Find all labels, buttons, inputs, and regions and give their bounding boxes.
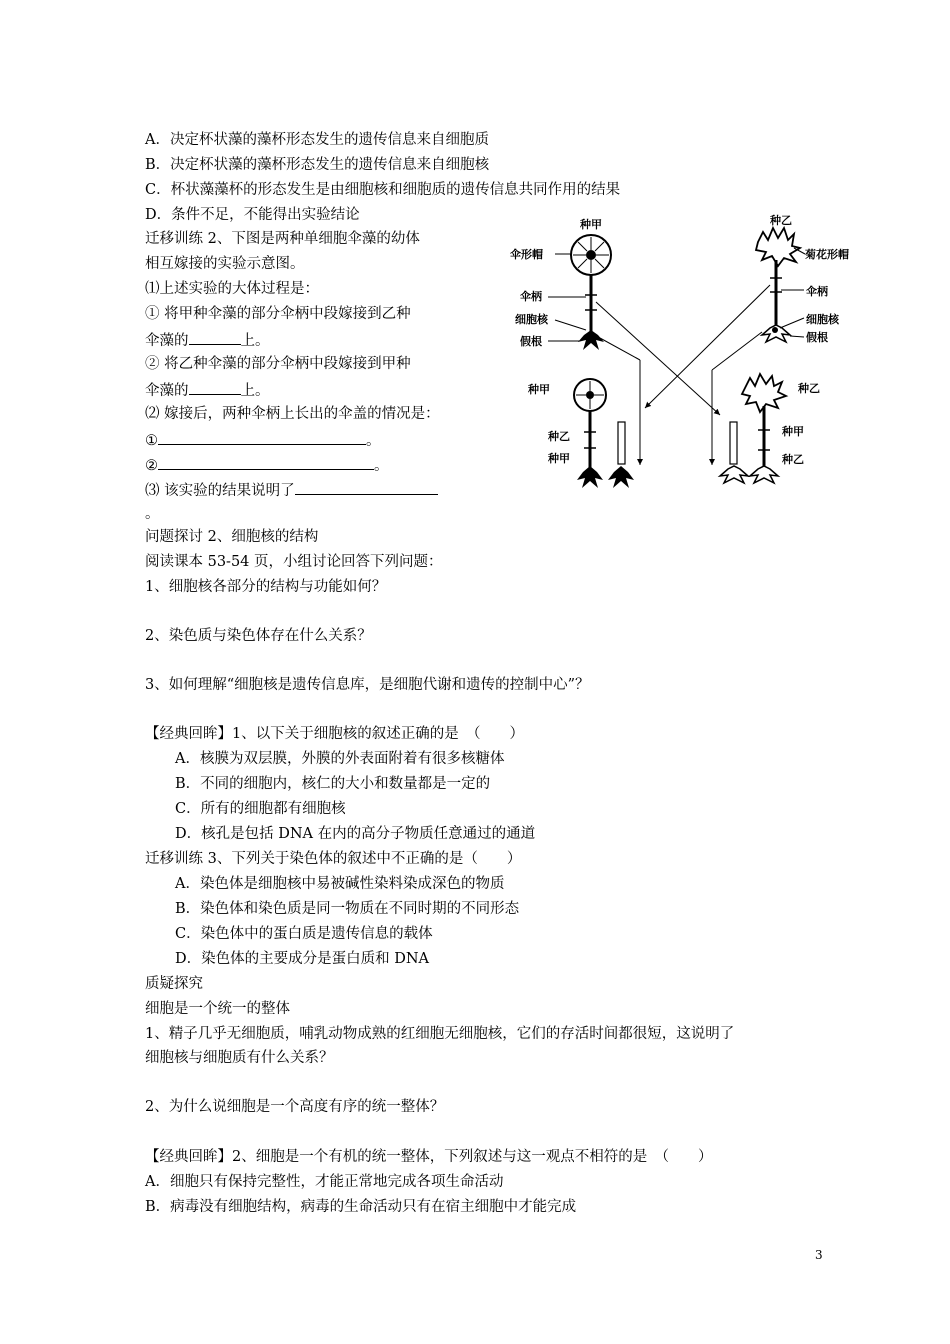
rhizoid-icon — [578, 330, 604, 350]
label-zhongyi-bottom-right: 种乙 — [798, 382, 820, 395]
step-2-blank-line — [145, 380, 270, 400]
review-question: 2、细胞是一个有机的统一整体，下列叙述与这一观点不相符的是 （ ） — [232, 1149, 713, 1165]
page-number: 3 — [815, 1248, 823, 1262]
answer-blank[interactable] — [189, 380, 241, 395]
label-rhizoid-left: 假根 — [520, 335, 542, 348]
umbrella-cap-icon — [571, 235, 611, 275]
blank-prefix: 伞藻的 — [145, 383, 189, 399]
label-zhongjia-top: 种甲 — [580, 218, 602, 231]
period: 。 — [374, 458, 389, 474]
label-zhongjia-bottom-left-2: 种甲 — [548, 452, 570, 465]
option-d: D．染色体的主要成分是蛋白质和 DNA — [175, 951, 430, 967]
stalk-segment — [730, 422, 737, 464]
period-line: 。 — [145, 506, 160, 522]
step-2: ② 将乙种伞藻的部分伞柄中段嫁接到甲种 — [145, 356, 411, 372]
label-zhongyi-bottom-right-2: 种乙 — [782, 453, 804, 466]
option-b: B．病毒没有细胞结构，病毒的生命活动只有在宿主细胞中才能完成 — [145, 1199, 577, 1215]
blank-prefix: 伞藻的 — [145, 333, 189, 349]
label-zhongyi-top: 种乙 — [770, 214, 792, 227]
question-heading: 迁移训练 2、下图是两种单细胞伞藻的幼体 — [145, 231, 420, 247]
label-nucleus-right: 细胞核 — [806, 313, 839, 326]
item-marker: ① — [145, 433, 158, 449]
review-question: 1、以下关于细胞核的叙述正确的是 （ ） — [232, 726, 524, 742]
option-d: D．条件不足，不能得出实验结论 — [145, 207, 360, 223]
answer-blank[interactable] — [158, 455, 374, 470]
label-zhongjia-bottom-right: 种甲 — [782, 425, 804, 438]
sub-question-3 — [145, 480, 438, 500]
answer-line-2 — [145, 455, 389, 475]
discussion-q2: 2、染色质与染色体存在什么关系？ — [145, 628, 372, 644]
option-b: B．决定杯状藻的藻杯形态发生的遗传信息来自细胞核 — [145, 157, 490, 173]
answer-line-1 — [145, 430, 381, 450]
section-subheading: 细胞是一个统一的整体 — [145, 1001, 290, 1017]
option-c: C．所有的细胞都有细胞核 — [175, 801, 346, 817]
inquiry-q1-cont: 细胞核与细胞质有什么关系？ — [145, 1050, 334, 1066]
answer-blank[interactable] — [158, 430, 366, 445]
rhizoid-icon — [750, 466, 778, 483]
answer-blank[interactable] — [189, 330, 241, 345]
review-label: 【经典回眸】 — [145, 726, 232, 742]
inquiry-q1: 1、精子几乎无细胞质，哺乳动物成熟的红细胞无细胞核，它们的存活时间都很短，这说明了 — [145, 1026, 735, 1042]
sub-question-1: ⑴上述实验的大体过程是： — [145, 281, 319, 297]
discussion-q3: 3、如何理解“细胞核是遗传信息库，是细胞代谢和遗传的控制中心”？ — [145, 677, 590, 693]
blank-suffix: 上。 — [240, 383, 270, 399]
label-nucleus-left: 细胞核 — [515, 313, 548, 326]
option-a: A．染色体是细胞核中易被碱性染料染成深色的物质 — [175, 876, 505, 892]
blank-suffix: 上。 — [240, 333, 270, 349]
rhizoid-icon — [608, 466, 634, 488]
review-label: 【经典回眸】 — [145, 1149, 232, 1165]
option-a: A．决定杯状藻的藻杯形态发生的遗传信息来自细胞质 — [145, 132, 489, 148]
arrow — [596, 302, 720, 415]
sub-question-2: ⑵ 嫁接后，两种伞柄上长出的伞盖的情况是： — [145, 406, 440, 422]
review-q1 — [145, 725, 524, 743]
answer-blank[interactable] — [295, 480, 438, 495]
rhizoid-icon — [577, 466, 603, 488]
transfer-q3: 迁移训练 3、下列关于染色体的叙述中不正确的是（ ） — [145, 851, 522, 867]
section-heading: 问题探讨 2、细胞核的结构 — [145, 529, 319, 545]
grafting-diagram — [500, 210, 860, 495]
label-stalk-left: 伞柄 — [520, 290, 542, 303]
option-b: B．染色体和染色质是同一物质在不同时期的不同形态 — [175, 901, 520, 917]
review-q2 — [145, 1148, 712, 1166]
section-heading: 质疑探究 — [145, 976, 203, 992]
step-1: ① 将甲种伞藻的部分伞柄中段嫁接到乙种 — [145, 306, 411, 322]
label-zhongjia-bottom-left: 种甲 — [528, 383, 550, 396]
option-a: A．核膜为双层膜，外膜的外表面附着有很多核糖体 — [175, 751, 505, 767]
option-d: D．核孔是包括 DNA 在内的高分子物质任意通过的通道 — [175, 826, 536, 842]
option-b: B．不同的细胞内，核仁的大小和数量都是一定的 — [175, 776, 491, 792]
option-c: C．杯状藻藻杯的形态发生是由细胞核和细胞质的遗传信息共同作用的结果 — [145, 182, 621, 198]
label-chrysanthemum-cap: 菊花形帽 — [805, 248, 849, 261]
period: 。 — [366, 433, 381, 449]
label-stalk-right: 伞柄 — [806, 285, 828, 298]
option-a: A．细胞只有保持完整性，才能正常地完成各项生命活动 — [145, 1174, 504, 1190]
label-umbrella-cap: 伞形帽 — [510, 248, 543, 261]
question-text: 相互嫁接的实验示意图。 — [145, 256, 305, 272]
item-marker: ② — [145, 458, 158, 474]
step-1-blank-line — [145, 330, 270, 350]
label-rhizoid-right: 假根 — [806, 331, 828, 344]
chrysanthemum-cap-icon — [756, 228, 800, 266]
stalk-segment — [618, 422, 625, 464]
label-zhongyi-bottom-left: 种乙 — [548, 430, 570, 443]
discussion-q1: 1、细胞核各部分的结构与功能如何？ — [145, 579, 387, 595]
instruction: 阅读课本 53-54 页，小组讨论回答下列问题： — [145, 554, 443, 570]
question-prompt: ⑶ 该实验的结果说明了 — [145, 483, 295, 499]
option-c: C．染色体中的蛋白质是遗传信息的载体 — [175, 926, 433, 942]
inquiry-q2: 2、为什么说细胞是一个高度有序的统一整体？ — [145, 1099, 445, 1115]
rhizoid-icon — [720, 466, 748, 483]
